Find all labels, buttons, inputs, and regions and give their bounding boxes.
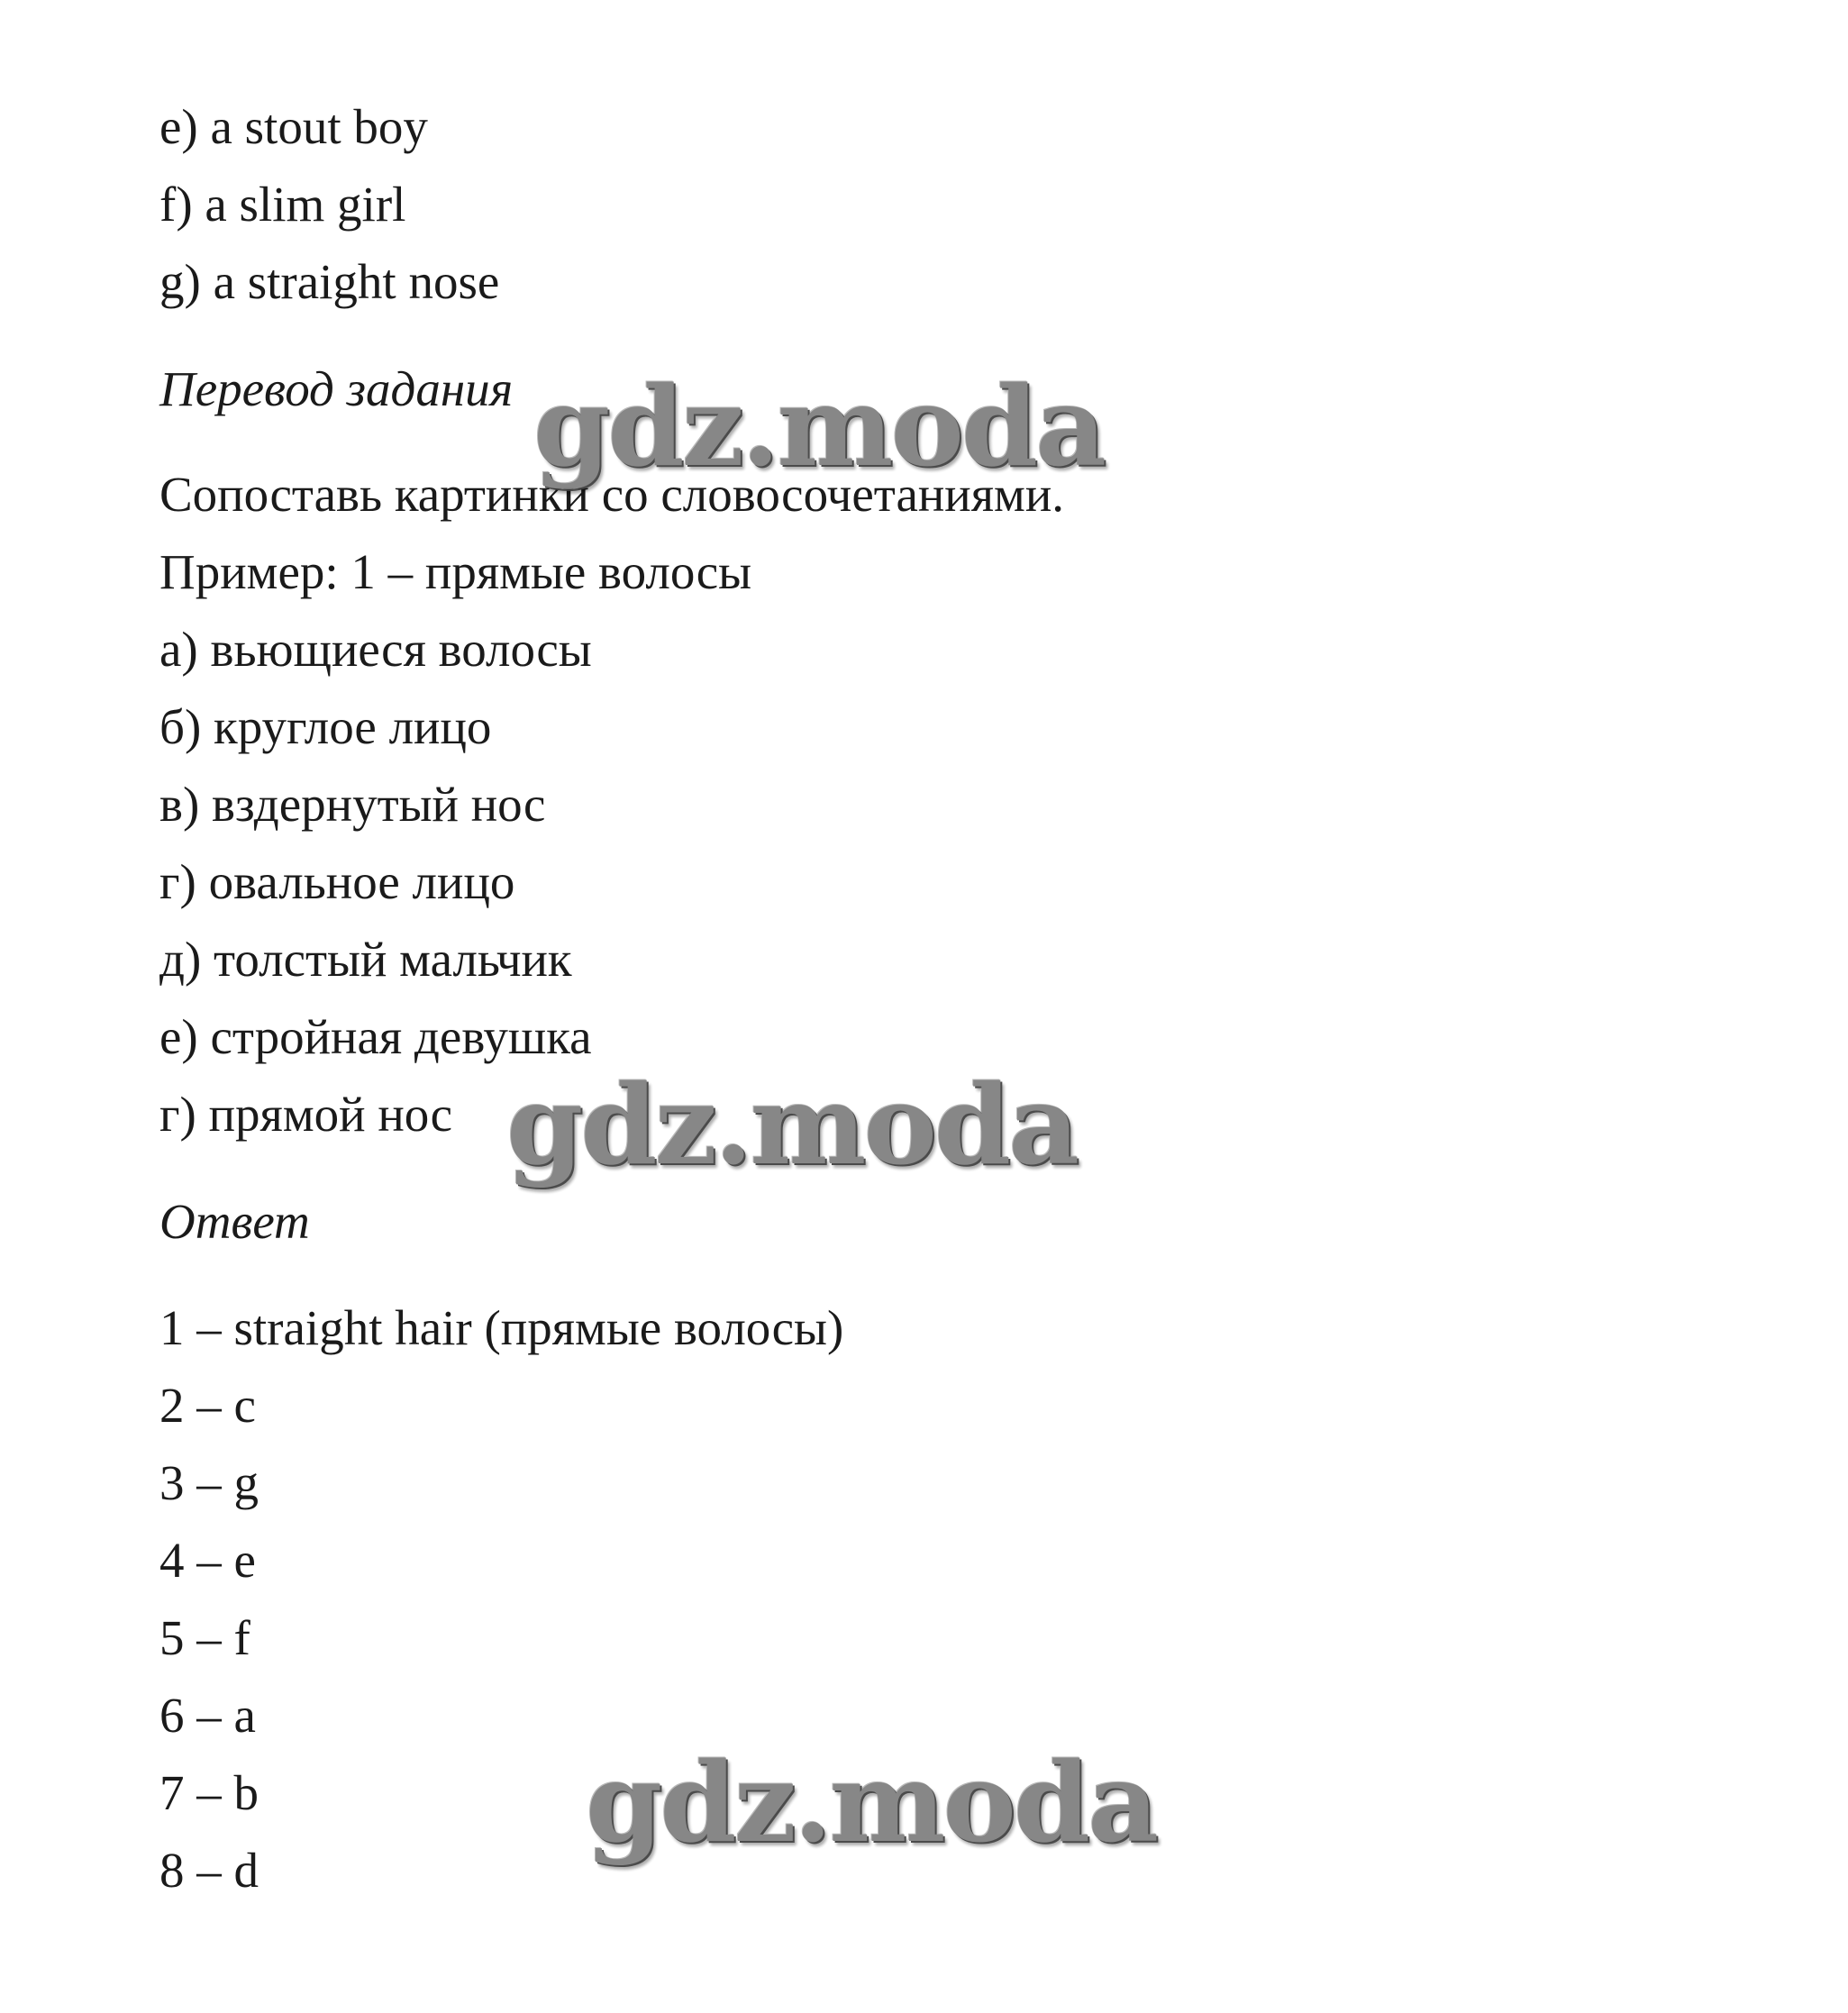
answer-item: 1 – straight hair (прямые волосы) (159, 1300, 844, 1355)
watermark-logo: gdz.moda (586, 1737, 1157, 1867)
translation-instruction: Сопоставь картинки со словосочетаниями. (159, 467, 1065, 522)
answer-item: 7 – b (159, 1765, 259, 1820)
translation-item: е) стройная девушка (159, 1009, 592, 1064)
answer-item: 5 – f (159, 1610, 250, 1665)
translation-item: г) прямой нос (159, 1087, 453, 1142)
watermark-logo: gdz.moda (533, 361, 1105, 491)
translation-heading: Перевод задания (159, 361, 514, 416)
translation-item: б) круглое лицо (159, 699, 492, 754)
top-list-item: f) a slim girl (159, 177, 406, 232)
watermark-logo: gdz.moda (506, 1060, 1078, 1189)
answer-item: 6 – a (159, 1688, 256, 1743)
top-list-item: g) a straight nose (159, 254, 500, 309)
answer-item: 3 – g (159, 1455, 259, 1510)
translation-example: Пример: 1 – прямые волосы (159, 544, 752, 599)
translation-item: в) вздернутый нос (159, 777, 546, 832)
answer-item: 4 – e (159, 1533, 256, 1588)
translation-item: д) толстый мальчик (159, 932, 572, 987)
answer-item: 8 – d (159, 1843, 259, 1898)
answer-heading: Ответ (159, 1194, 310, 1249)
translation-item: а) вьющиеся волосы (159, 622, 592, 677)
top-list-item: e) a stout boy (159, 99, 428, 154)
answer-item: 2 – c (159, 1378, 256, 1433)
translation-item: г) овальное лицо (159, 854, 515, 909)
